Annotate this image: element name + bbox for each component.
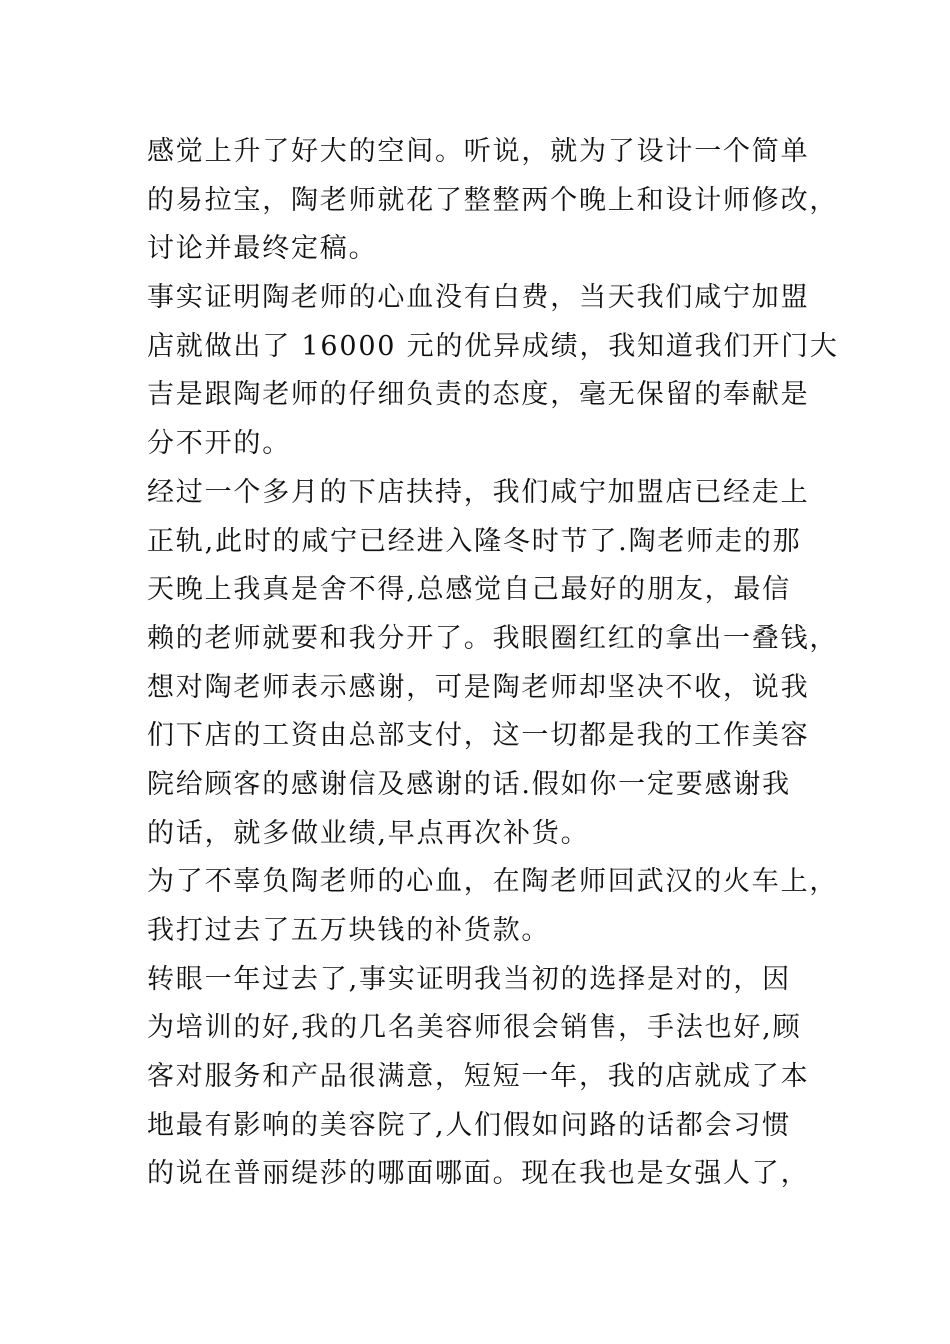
text-line: 讨论并最终定稿。 bbox=[147, 233, 378, 265]
text-line: 正轨,此时的咸宁已经进入隆冬时节了.陶老师走的那 bbox=[147, 525, 802, 557]
text-line: 想对陶老师表示感谢，可是陶老师却坚决不收，说我 bbox=[147, 671, 810, 703]
text-line: 为了不辜负陶老师的心血，在陶老师回武汉的火车上， bbox=[147, 866, 839, 898]
text-line: 经过一个多月的下店扶持，我们咸宁加盟店已经走上 bbox=[147, 476, 810, 508]
text-line: 赖的老师就要和我分开了。我眼圈红红的拿出一叠钱， bbox=[147, 622, 839, 654]
text-line: 院给顾客的感谢信及感谢的话.假如你一定要感谢我 bbox=[147, 768, 791, 800]
body-text bbox=[147, 128, 837, 1199]
text-line: 的说在普丽缇莎的哪面哪面。现在我也是女强人了， bbox=[147, 1158, 810, 1190]
text-line: 地最有影响的美容院了,人们假如问路的话都会习惯 bbox=[147, 1109, 791, 1141]
text-line: 感觉上升了好大的空间。听说，就为了设计一个简单 bbox=[147, 136, 810, 167]
text-line: 们下店的工资由总部支付，这一切都是我的工作美容 bbox=[147, 720, 810, 752]
text-line: 转眼一年过去了,事实证明我当初的选择是对的，因 bbox=[147, 963, 791, 995]
text-line: 的话，就多做业绩,早点再次补货。 bbox=[147, 817, 590, 849]
text-line: 店就做出了 16000 元的优异成绩，我知道我们开门大 bbox=[147, 330, 839, 362]
text-line: 事实证明陶老师的心血没有白费，当天我们咸宁加盟 bbox=[147, 282, 810, 314]
text-line: 分不开的。 bbox=[147, 428, 291, 460]
text-line: 为培训的好,我的几名美容师很会销售，手法也好,顾 bbox=[147, 1012, 802, 1044]
text-line: 客对服务和产品很满意，短短一年，我的店就成了本 bbox=[147, 1061, 810, 1093]
text-line: 我打过去了五万块钱的补货款。 bbox=[147, 915, 551, 946]
text-line: 吉是跟陶老师的仔细负责的态度，毫无保留的奉献是 bbox=[147, 379, 810, 411]
text-line: 的易拉宝，陶老师就花了整整两个晚上和设计师修改， bbox=[147, 184, 839, 216]
text-line: 天晚上我真是舍不得,总感觉自己最好的朋友，最信 bbox=[147, 574, 791, 606]
